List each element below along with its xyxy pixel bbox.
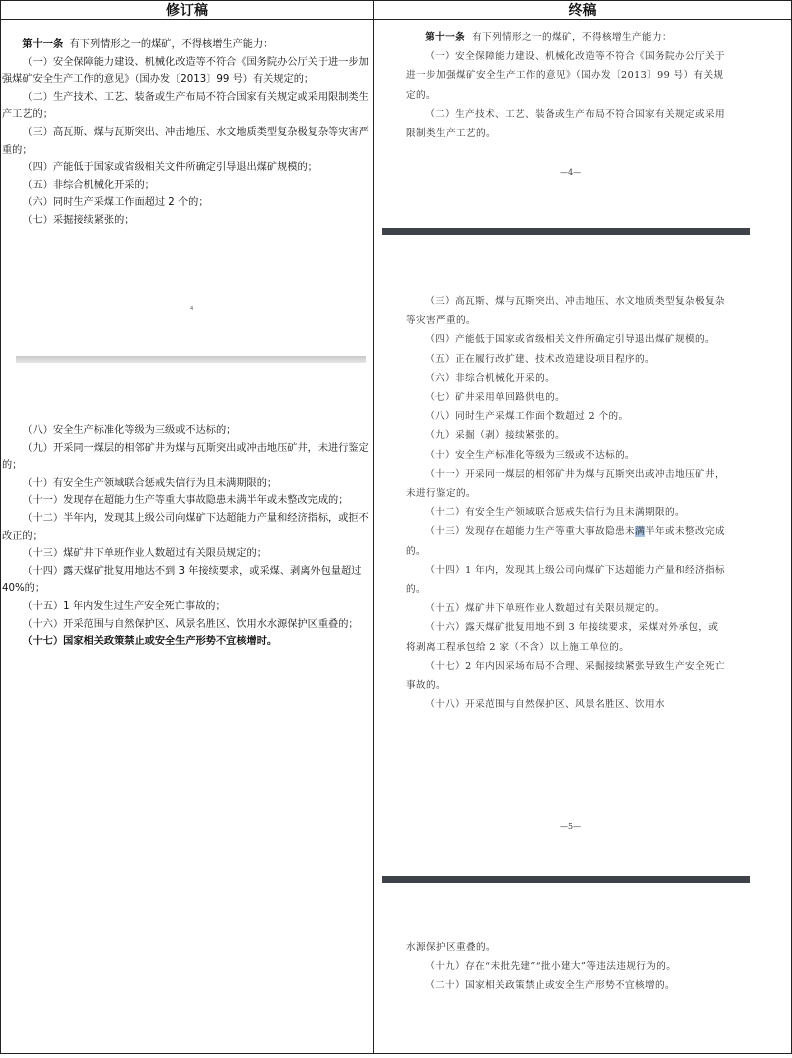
list-item: （十一）开采同一煤层的相邻矿井为煤与瓦斯突出或冲击地压矿井，未进行鉴定的。: [406, 468, 725, 500]
list-item: （八）同时生产采煤工作面个数超过 2 个的。: [425, 411, 629, 423]
list-item: （十五）1 年内发生过生产安全死亡事故的；: [22, 600, 226, 612]
list-item: （五）正在履行改扩建、技术改造建设项目程序的。: [425, 353, 656, 365]
page-number: —4—: [560, 168, 582, 177]
list-item: 水源保护区重叠的。: [406, 942, 496, 953]
list-item: （四）产能低于国家或省级相关文件所确定引导退出煤矿规模的。: [425, 334, 716, 346]
revised-page-1: [2, 36, 370, 230]
highlighted-text: 满: [635, 526, 646, 538]
item-text: 半年或未整改完成的。: [406, 526, 726, 557]
list-item: （十八）开采范围与自然保护区、风景名胜区、饮用水: [425, 699, 666, 711]
revised-page-2: [2, 422, 370, 651]
intro-text: 有下列情形之一的煤矿，不得核增生产能力：: [472, 32, 672, 43]
list-item: （三）高瓦斯、煤与瓦斯突出、冲击地压、水文地质类型复杂极复杂等灾害严重的。: [406, 296, 725, 327]
header-final-draft: 终稿: [373, 0, 792, 20]
revised-intro: [2, 36, 370, 54]
list-item: （十九）存在“未批先建”“批小建大”等违法违规行为的。: [425, 961, 677, 973]
list-item: （十二）有安全生产领域联合惩戒失信行为且未满期限的。: [425, 507, 686, 519]
list-item: （七）采掘接续紧张的；: [22, 214, 135, 226]
list-item: （十二）半年内，发现其上级公司向煤矿下达超能力产量和经济指标，或拒不改正的；: [2, 512, 369, 542]
list-item: [406, 522, 726, 560]
list-item: （十三）煤矿井下单班作业人数超过有关限员规定的；: [22, 548, 267, 560]
list-item: （十）有安全生产领域联合惩戒失信行为且未满期限的；: [22, 477, 278, 489]
list-item: （二十）国家相关政策禁止或安全生产形势不宜核增的。: [425, 980, 676, 992]
list-item: （十六）露天煤矿批复用地不到 3 年接续要求，采煤对外承包，或将剥离工程承包给 2 家（不含）以上施工单位的。: [406, 622, 719, 653]
table-border-left: [0, 0, 1, 1054]
list-item: （九）采掘（剥）接续紧张的。: [425, 430, 566, 442]
list-item: （六）非综合机械化开采的。: [425, 372, 556, 384]
list-item: （三）高瓦斯、煤与瓦斯突出、冲击地压、水文地质类型复杂极复杂等灾害严重的；: [2, 126, 369, 156]
list-item: （二）生产技术、工艺、装备或生产布局不符合国家有关规定或采用限制类生产工艺的。: [406, 108, 725, 140]
final-page-1: [406, 28, 726, 143]
final-intro: [406, 28, 726, 47]
list-item: （十四）1 年内，发现其上级公司向煤矿下达超能力产量和经济指标的。: [406, 564, 725, 596]
list-item: （一）安全保障能力建设、机械化改造等不符合《国务院办公厅关于进一步加强煤矿安全生产工作的意见》（国办发〔2013〕99 号）有关规定的。: [406, 51, 725, 101]
list-item: （九）开采同一煤层的相邻矿井为煤与瓦斯突出或冲击地压矿井，未进行鉴定的；: [2, 442, 369, 472]
list-item: （十）安全生产标准化等级为三级或不达标的。: [425, 449, 636, 461]
list-item: （五）非综合机械化开采的；: [22, 179, 155, 191]
list-item: （十七）2 年内因采场布局不合理、采掘接续紧张导致生产安全死亡事故的。: [406, 660, 725, 692]
final-page-2: [406, 292, 726, 714]
final-page-3: [406, 938, 726, 996]
page-number: —5—: [560, 822, 582, 831]
page-separator: [382, 228, 750, 235]
list-item: （八）安全生产标准化等级为三级或不达标的；: [22, 425, 237, 436]
list-item: （十七）国家相关政策禁止或安全生产形势不宜核增时。: [22, 636, 278, 648]
header-revised-draft: 修订稿: [0, 0, 373, 20]
list-item: （六）同时生产采煤工作面超过 2 个的；: [22, 197, 209, 209]
article-title: 第十一条: [425, 32, 466, 43]
list-item: （十六）开采范围与自然保护区、风景名胜区、饮用水水源保护区重叠的；: [22, 618, 359, 630]
list-item: （十五）煤矿井下单班作业人数超过有关限员规定的。: [425, 603, 666, 615]
list-item: （十一）发现存在超能力生产等重大事故隐患未满半年或未整改完成的；: [22, 495, 349, 507]
list-item: （四）产能低于国家或省级相关文件所确定引导退出煤矿规模的；: [22, 162, 318, 174]
list-item: （十四）露天煤矿批复用地达不到 3 年接续要求，或采煤、剥离外包量超过 40%的；: [2, 565, 362, 595]
article-title: 第十一条: [22, 39, 64, 50]
table-divider: [373, 0, 374, 1054]
list-item: （一）安全保障能力建设、机械化改造等不符合《国务院办公厅关于进一步加强煤矿安全生产工作的意见》（国办发〔2013〕99 号）有关规定的；: [2, 56, 369, 86]
page-separator: [382, 876, 750, 883]
list-item: （七）矿井采用单回路供电的。: [425, 392, 566, 404]
item-text: （十三）发现存在超能力生产等重大事故隐患未: [425, 526, 636, 538]
page-separator: [16, 356, 366, 363]
page-number: 4: [190, 306, 194, 312]
intro-text: 有下列情形之一的煤矿，不得核增生产能力：: [69, 39, 274, 50]
list-item: （二）生产技术、工艺、装备或生产布局不符合国家有关规定或采用限制类生产工艺的；: [2, 91, 369, 121]
